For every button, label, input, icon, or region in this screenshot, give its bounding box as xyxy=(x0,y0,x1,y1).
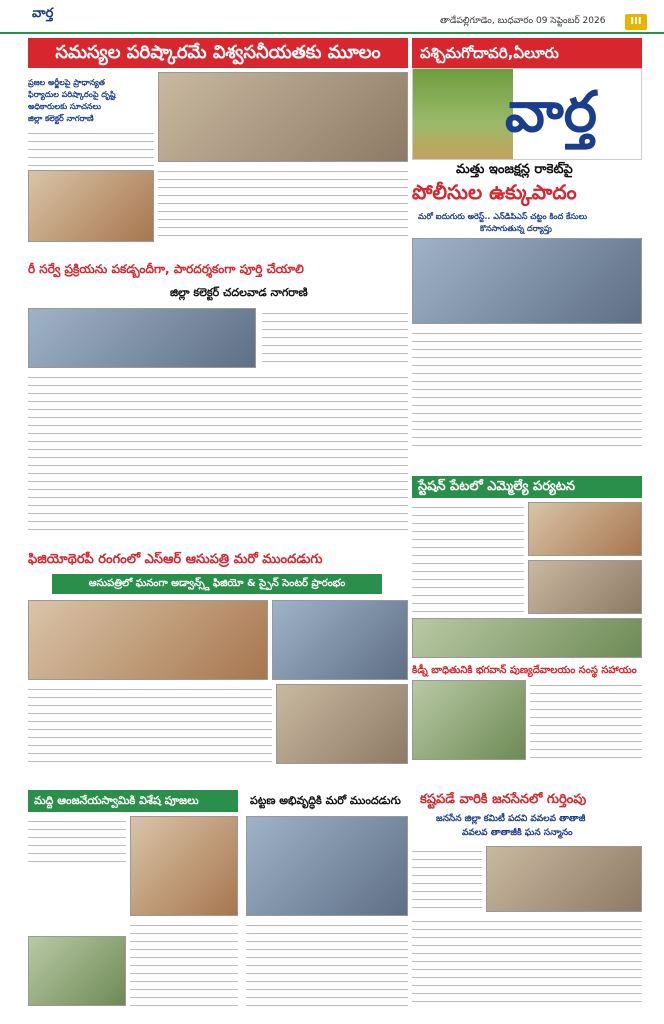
story7-headline: మద్ది ఆంజనేయస్వామికి విశేష పూజలు xyxy=(28,790,238,812)
story2-sub-1: మరో ఐదుగురు అరెస్ట్.. ఎన్‌డిపిఎస్ చట్టం కింద కేసులు xyxy=(418,212,588,221)
story6-headline: కిడ్నీ బాధితునికి భగవాన్ పుణ్యదేవాలయం సంస్థ సహాయం xyxy=(412,665,637,676)
story8-photo xyxy=(246,816,408,916)
masthead-logo-box xyxy=(412,68,642,160)
story5-photo-main xyxy=(28,600,268,680)
story9-headline: కష్టపడే వారికి జనసేనలో గుర్తింపు xyxy=(420,792,587,807)
story8-body-text xyxy=(246,920,408,1006)
story5-photo-3 xyxy=(276,684,408,764)
story1-photo-small xyxy=(28,170,154,242)
story1-body-text-2 xyxy=(158,166,408,242)
story4-photo-1 xyxy=(528,502,642,556)
story2-headline-1: మత్తు ఇంజక్షన్ల రాకెట్‌పై xyxy=(456,162,573,177)
story6-photo xyxy=(412,680,526,760)
masthead-logo: వార్త xyxy=(505,79,597,145)
story1-bullet-2: ఫిర్యాదుల పరిష్కారంపై దృష్టి xyxy=(28,90,116,99)
story7-body-text xyxy=(130,920,238,1006)
story7-bullets-text xyxy=(28,816,126,866)
story7-photo-2 xyxy=(28,936,126,1006)
story2-body-text xyxy=(412,328,642,448)
story3-body-text-2 xyxy=(28,372,408,532)
story4-photo-2 xyxy=(528,560,642,614)
story4-headline: స్టేషన్ పేటలో ఎమ్మెల్యే పర్యటన xyxy=(412,476,642,498)
masthead-photo xyxy=(413,69,513,159)
story3-body-text xyxy=(262,308,408,368)
story9-body-text xyxy=(412,846,482,912)
story3-headline: రీ సర్వే ప్రక్రియను పకడ్బందీగా, పారదర్శకంగా పూర్తి చేయాలి xyxy=(28,262,304,276)
story5-body-text xyxy=(28,684,272,764)
story1-headline: సమస్యల పరిష్కారమే విశ్వసనీయతకు మూలం xyxy=(28,38,408,68)
story1-photo-main xyxy=(158,72,408,162)
story2-sub-2: కొనసాగుతున్న దర్యాప్తు xyxy=(480,224,552,233)
story5-headline: ఫిజియోథెరపీ రంగంలో ఎస్ఆర్ ఆసుపత్రి మరో ముందడుగు xyxy=(28,552,323,567)
story1-body-text xyxy=(28,128,154,168)
story9-sub-2: వవలవ తాతాజీకి ఘన సన్మానం xyxy=(462,828,573,838)
story8-headline: పట్టణ అభివృద్ధికి మరో ముందడుగు xyxy=(250,794,401,807)
story5-photo-2 xyxy=(272,600,408,680)
story5-sub: ఆసుపత్రిలో ఘనంగా అడ్వాన్స్డ్ ఫిజియో & స్పైన్ సెంటర్ ప్రారంభం xyxy=(52,574,382,594)
story7-photo xyxy=(130,816,238,916)
story3-sub: జిల్లా కలెక్టర్ చదలవాడ నాగరాణి xyxy=(170,286,308,299)
page-number: III xyxy=(625,14,647,30)
story4-body-text xyxy=(412,502,524,614)
story9-photo xyxy=(486,846,642,912)
date-line: తాడేపల్లిగూడెం, బుధవారం 09 సెప్టెంబర్ 2026 xyxy=(440,16,606,26)
story9-sub-1: జనసేన జిల్లా కమిటీ పదవి వవలవ తాతాజీ xyxy=(436,814,586,824)
story4-photo-3 xyxy=(412,618,642,658)
story9-body-text-2 xyxy=(412,916,642,1006)
story6-body-text xyxy=(530,680,642,760)
story2-photo xyxy=(412,238,642,324)
story2-headline-2: పోలీసుల ఉక్కుపాదం xyxy=(412,180,577,204)
story1-bullet-1: ప్రజల అర్జీలపై ప్రాధాన్యత xyxy=(28,78,106,87)
story3-photo xyxy=(28,308,256,368)
region-name: పశ్చిమగోదావరి,ఏలూరు xyxy=(412,38,642,68)
mini-masthead: వార్త xyxy=(32,6,54,21)
story1-bullet-3: అధికారులకు సూచనలు xyxy=(28,102,101,111)
story1-bullet-4: జిల్లా కలెక్టర్ నాగరాణి xyxy=(28,114,94,123)
